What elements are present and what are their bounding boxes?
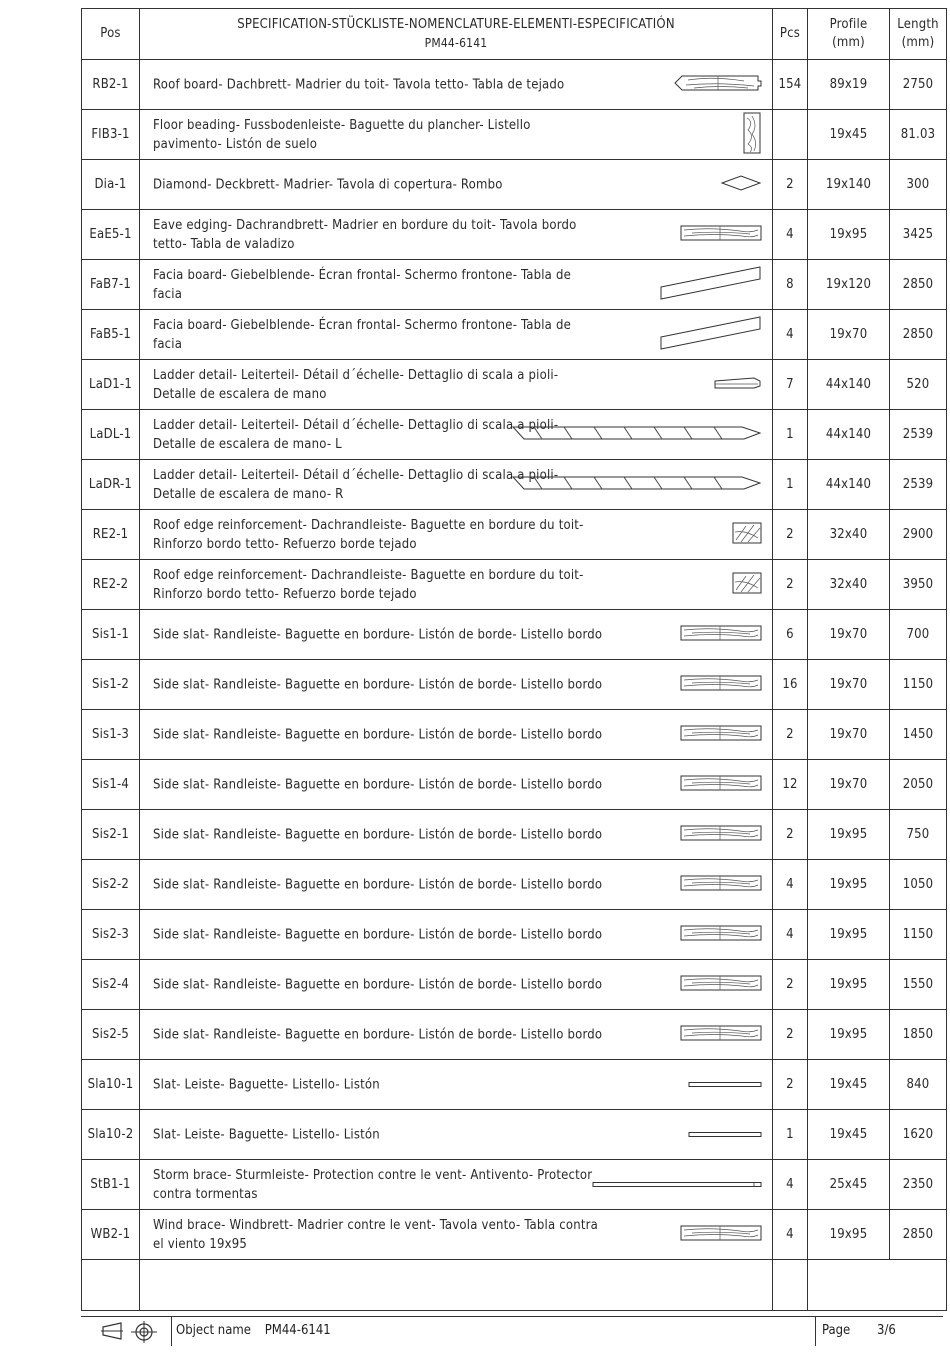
description-text: Ladder detail- Leiterteil- Détail d´échelle- Dettaglio di scala a pioli- Detalle de escalera de mano- L [153,417,559,452]
length-cell: 520 [890,360,947,410]
pcs-cell: 2 [773,710,808,760]
square-profile-icon [732,572,762,598]
description-text: Diamond- Deckbrett- Madrier- Tavola di copertura- Rombo [153,177,503,192]
description-text: Wind brace- Windbrett- Madrier contre le vent- Tavola vento- Tabla contra el viento 19x95 [153,1217,599,1252]
profile-cell: 19x95 [808,960,890,1010]
empty-cell [773,1260,808,1311]
length-cell: 1150 [890,660,947,710]
description-text: Roof edge reinforcement- Dachrandleiste- Baguette en bordure du toit- Rinforzo bordo tetto- Refuerzo borde tejado [153,517,584,552]
description-text: Eave edging- Dachrandbrett- Madrier en bordure du toit- Tavola bordo tetto- Tabla de valadizo [153,217,577,252]
description-cell [140,1160,773,1210]
description-text: Floor beading- Fussbodenleiste- Baguette du plancher- Listello pavimento- Listón de suelo [153,117,531,152]
pos-cell: Sla10-2 [82,1110,140,1160]
pos-cell: Dia-1 [82,160,140,210]
description-wrap [140,110,772,159]
description-cell [140,510,773,560]
description-wrap [140,810,772,859]
specification-table [81,8,947,1311]
table-row [82,310,947,360]
pos-cell: Sla10-1 [82,1060,140,1110]
description-wrap [140,510,772,559]
header-row [82,9,947,60]
profile-cell: 19x120 [808,260,890,310]
title-header [140,9,773,60]
plank-grain-icon [680,674,762,696]
long-slat-icon [592,1177,762,1192]
pcs-cell: 12 [773,760,808,810]
description-cell [140,260,773,310]
spec-title: SPECIFICATION-STÜCKLISTE-NOMENCLATURE-ELEMENTI-ESPECIFICATIÓN [237,17,675,32]
description-cell [140,1010,773,1060]
pos-cell: Sis1-2 [82,660,140,710]
description-text: Side slat- Randleiste- Baguette en bordure- Listón de borde- Listello bordo [153,927,603,942]
length-cell: 840 [890,1060,947,1110]
description-cell [140,910,773,960]
object-name-value: PM44-6141 [264,1323,331,1338]
plank-grain-icon [680,224,762,246]
description-cell [140,210,773,260]
description-cell [140,810,773,860]
profile-cell: 19x45 [808,1060,890,1110]
length-cell: 700 [890,610,947,660]
object-name-label: Object name [176,1323,251,1338]
length-cell: 1850 [890,1010,947,1060]
description-text: Slat- Leiste- Baguette- Listello- Listón [153,1127,380,1142]
length-label: Length [897,17,939,32]
pcs-cell: 2 [773,960,808,1010]
description-wrap [140,910,772,959]
profile-cell: 19x95 [808,1210,890,1260]
table-body [82,60,947,1260]
pcs-cell: 2 [773,1060,808,1110]
length-cell: 2539 [890,460,947,510]
table-row [82,110,947,160]
profile-cell: 32x40 [808,560,890,610]
pos-cell: Sis1-1 [82,610,140,660]
description-cell [140,760,773,810]
profile-cell: 19x95 [808,210,890,260]
description-wrap [140,210,772,259]
pos-cell: Sis2-1 [82,810,140,860]
table-row [82,360,947,410]
description-wrap [140,1160,772,1209]
description-text: Side slat- Randleiste- Baguette en bordure- Listón de borde- Listello bordo [153,977,603,992]
description-text: Side slat- Randleiste- Baguette en bordure- Listón de borde- Listello bordo [153,777,603,792]
table-row [82,810,947,860]
table-row [82,910,947,960]
length-cell: 2850 [890,260,947,310]
table-row [82,660,947,710]
profile-cell: 89x19 [808,60,890,110]
table-row [82,1160,947,1210]
empty-cell [140,1260,773,1311]
table-row [82,860,947,910]
description-text: Side slat- Randleiste- Baguette en bordure- Listón de borde- Listello bordo [153,727,603,742]
length-header [890,9,947,60]
pcs-cell: 4 [773,910,808,960]
pcs-cell: 2 [773,510,808,560]
length-cell: 300 [890,160,947,210]
ladder-side-icon [512,474,762,496]
plank-grain-icon [680,1024,762,1046]
table-row [82,710,947,760]
description-cell [140,560,773,610]
profile-cell: 19x70 [808,710,890,760]
length-cell: 81.03 [890,110,947,160]
description-wrap [140,1060,772,1109]
length-cell: 1050 [890,860,947,910]
pcs-cell: 2 [773,1010,808,1060]
pos-cell: RE2-2 [82,560,140,610]
description-text: Ladder detail- Leiterteil- Détail d´échelle- Dettaglio di scala a pioli- Detalle de escalera de mano [153,367,559,402]
length-cell: 2750 [890,60,947,110]
description-cell [140,60,773,110]
description-wrap [140,1210,772,1259]
empty-cell [82,1260,140,1311]
pos-cell: Sis2-4 [82,960,140,1010]
description-cell [140,410,773,460]
plank-grain-icon [680,624,762,646]
description-wrap [140,760,772,809]
pos-cell: Sis1-4 [82,760,140,810]
description-text: Storm brace- Sturmleiste- Protection contre le vent- Antivento- Protector contra tormentas [153,1167,593,1202]
profile-cell: 19x95 [808,1010,890,1060]
facia-board-icon [660,315,762,355]
pos-cell: Sis2-3 [82,910,140,960]
plank-grain-icon [680,924,762,946]
page-number: 3/6 [877,1323,896,1338]
description-wrap [140,1110,772,1159]
pcs-cell: 4 [773,1210,808,1260]
description-wrap [140,260,772,309]
table-row [82,260,947,310]
diamond-icon [720,175,762,195]
pos-cell: StB1-1 [82,1160,140,1210]
length-cell: 2900 [890,510,947,560]
pcs-cell: 2 [773,160,808,210]
length-cell: 2850 [890,1210,947,1260]
table-row [82,160,947,210]
pos-cell: RB2-1 [82,60,140,110]
length-cell: 2350 [890,1160,947,1210]
pos-cell: LaD1-1 [82,360,140,410]
description-text: Side slat- Randleiste- Baguette en bordure- Listón de borde- Listello bordo [153,877,603,892]
description-wrap [140,710,772,759]
thin-slat-icon [688,1127,762,1142]
square-profile-icon [732,522,762,548]
description-wrap [140,60,772,109]
table-row [82,610,947,660]
description-wrap [140,160,772,209]
pcs-cell: 6 [773,610,808,660]
pos-cell: RE2-1 [82,510,140,560]
length-cell: 2539 [890,410,947,460]
table-row [82,60,947,110]
profile-cell: 19x45 [808,1110,890,1160]
description-wrap [140,310,772,359]
pcs-cell: 4 [773,1160,808,1210]
length-cell: 1550 [890,960,947,1010]
description-cell [140,310,773,360]
pos-cell: Sis2-5 [82,1010,140,1060]
plank-grain-icon [680,1224,762,1246]
pcs-cell: 16 [773,660,808,710]
length-cell: 1150 [890,910,947,960]
length-cell: 2050 [890,760,947,810]
profile-cell: 19x140 [808,160,890,210]
pcs-cell: 154 [773,60,808,110]
table-row [82,960,947,1010]
pos-cell: WB2-1 [82,1210,140,1260]
description-text: Roof edge reinforcement- Dachrandleiste- Baguette en bordure du toit- Rinforzo bordo tetto- Refuerzo borde tejado [153,567,584,602]
description-cell [140,1110,773,1160]
profile-cell: 44x140 [808,410,890,460]
profile-cell: 19x70 [808,310,890,360]
description-wrap [140,960,772,1009]
empty-cell [808,1260,947,1311]
profile-cell: 25x45 [808,1160,890,1210]
description-cell [140,960,773,1010]
pos-cell: EaE5-1 [82,210,140,260]
length-unit: (mm) [901,35,935,50]
description-cell [140,460,773,510]
pcs-cell [773,110,808,160]
table-row [82,1060,947,1110]
plank-grain-icon [680,724,762,746]
length-cell: 750 [890,810,947,860]
description-wrap [140,360,772,409]
description-text: Side slat- Randleiste- Baguette en bordure- Listón de borde- Listello bordo [153,1027,603,1042]
profile-cell: 44x140 [808,460,890,510]
plank-grain-icon [680,874,762,896]
profile-cell: 19x95 [808,860,890,910]
pcs-cell: 1 [773,1110,808,1160]
page-label: Page [822,1323,851,1338]
pos-cell: LaDR-1 [82,460,140,510]
plank-grain-icon [680,974,762,996]
length-cell: 1620 [890,1110,947,1160]
profile-cell: 19x70 [808,660,890,710]
pos-cell: FaB7-1 [82,260,140,310]
length-cell: 3425 [890,210,947,260]
table-row [82,760,947,810]
pos-cell: FaB5-1 [82,310,140,360]
pcs-cell: 2 [773,810,808,860]
description-cell [140,110,773,160]
pos-cell: LaDL-1 [82,410,140,460]
description-cell [140,610,773,660]
description-cell [140,1210,773,1260]
description-text: Facia board- Giebelblende- Écran frontal- Schermo frontone- Tabla de facia [153,267,571,302]
plank-grain-icon [680,824,762,846]
pcs-cell: 2 [773,560,808,610]
table-row [82,460,947,510]
description-text: Side slat- Randleiste- Baguette en bordure- Listón de borde- Listello bordo [153,677,603,692]
profile-header [808,9,890,60]
table-row [82,1010,947,1060]
pcs-cell: 4 [773,860,808,910]
description-wrap [140,460,772,509]
thin-slat-icon [688,1077,762,1092]
pos-cell: Sis1-3 [82,710,140,760]
ladder-step-icon [714,375,762,395]
description-cell [140,1060,773,1110]
profile-unit: (mm) [832,35,865,50]
description-cell [140,710,773,760]
table-row [82,1210,947,1260]
projection-target-icon [131,1321,157,1343]
description-text: Facia board- Giebelblende- Écran frontal- Schermo frontone- Tabla de facia [153,317,571,352]
profile-cell: 19x70 [808,760,890,810]
description-cell [140,860,773,910]
pos-cell: Sis2-2 [82,860,140,910]
profile-cell: 32x40 [808,510,890,560]
pos-header: Pos [82,9,140,60]
description-text: Slat- Leiste- Baguette- Listello- Listón [153,1077,380,1092]
page-box [815,1317,944,1346]
table-row [82,560,947,610]
projection-symbols [81,1317,172,1346]
table-row [82,210,947,260]
pcs-cell: 1 [773,460,808,510]
length-cell: 1450 [890,710,947,760]
pos-cell: FlB3-1 [82,110,140,160]
pcs-header: Pcs [773,9,808,60]
description-wrap [140,610,772,659]
pcs-cell: 4 [773,210,808,260]
profile-label: Profile [829,17,868,32]
table-row [82,510,947,560]
object-name [176,1323,331,1338]
floor-beading-profile-icon [742,112,762,158]
description-text: Side slat- Randleiste- Baguette en bordure- Listón de borde- Listello bordo [153,627,603,642]
description-wrap [140,560,772,609]
profile-cell: 19x95 [808,910,890,960]
description-wrap [140,660,772,709]
pcs-cell: 1 [773,410,808,460]
title-block [81,1316,943,1346]
spec-code: PM44-6141 [424,36,488,50]
description-text: Side slat- Randleiste- Baguette en bordure- Listón de borde- Listello bordo [153,827,603,842]
facia-board-icon [660,265,762,305]
roof-board-profile-icon [674,73,762,97]
profile-cell: 19x70 [808,610,890,660]
empty-row [82,1260,947,1311]
description-cell [140,660,773,710]
length-cell: 2850 [890,310,947,360]
pcs-cell: 4 [773,310,808,360]
description-cell [140,160,773,210]
pcs-cell: 7 [773,360,808,410]
profile-cell: 19x45 [808,110,890,160]
table-row [82,410,947,460]
description-text: Roof board- Dachbrett- Madrier du toit- Tavola tetto- Tabla de tejado [153,77,565,92]
ladder-side-icon [512,424,762,446]
description-wrap [140,1010,772,1059]
plank-grain-icon [680,774,762,796]
profile-cell: 19x95 [808,810,890,860]
description-wrap [140,410,772,459]
profile-cell: 44x140 [808,360,890,410]
length-cell: 3950 [890,560,947,610]
description-cell [140,360,773,410]
description-text: Ladder detail- Leiterteil- Détail d´échelle- Dettaglio di scala a pioli- Detalle de escalera de mano- R [153,467,559,502]
table-row [82,1110,947,1160]
pcs-cell: 8 [773,260,808,310]
description-wrap [140,860,772,909]
projection-cone-icon [101,1321,123,1341]
